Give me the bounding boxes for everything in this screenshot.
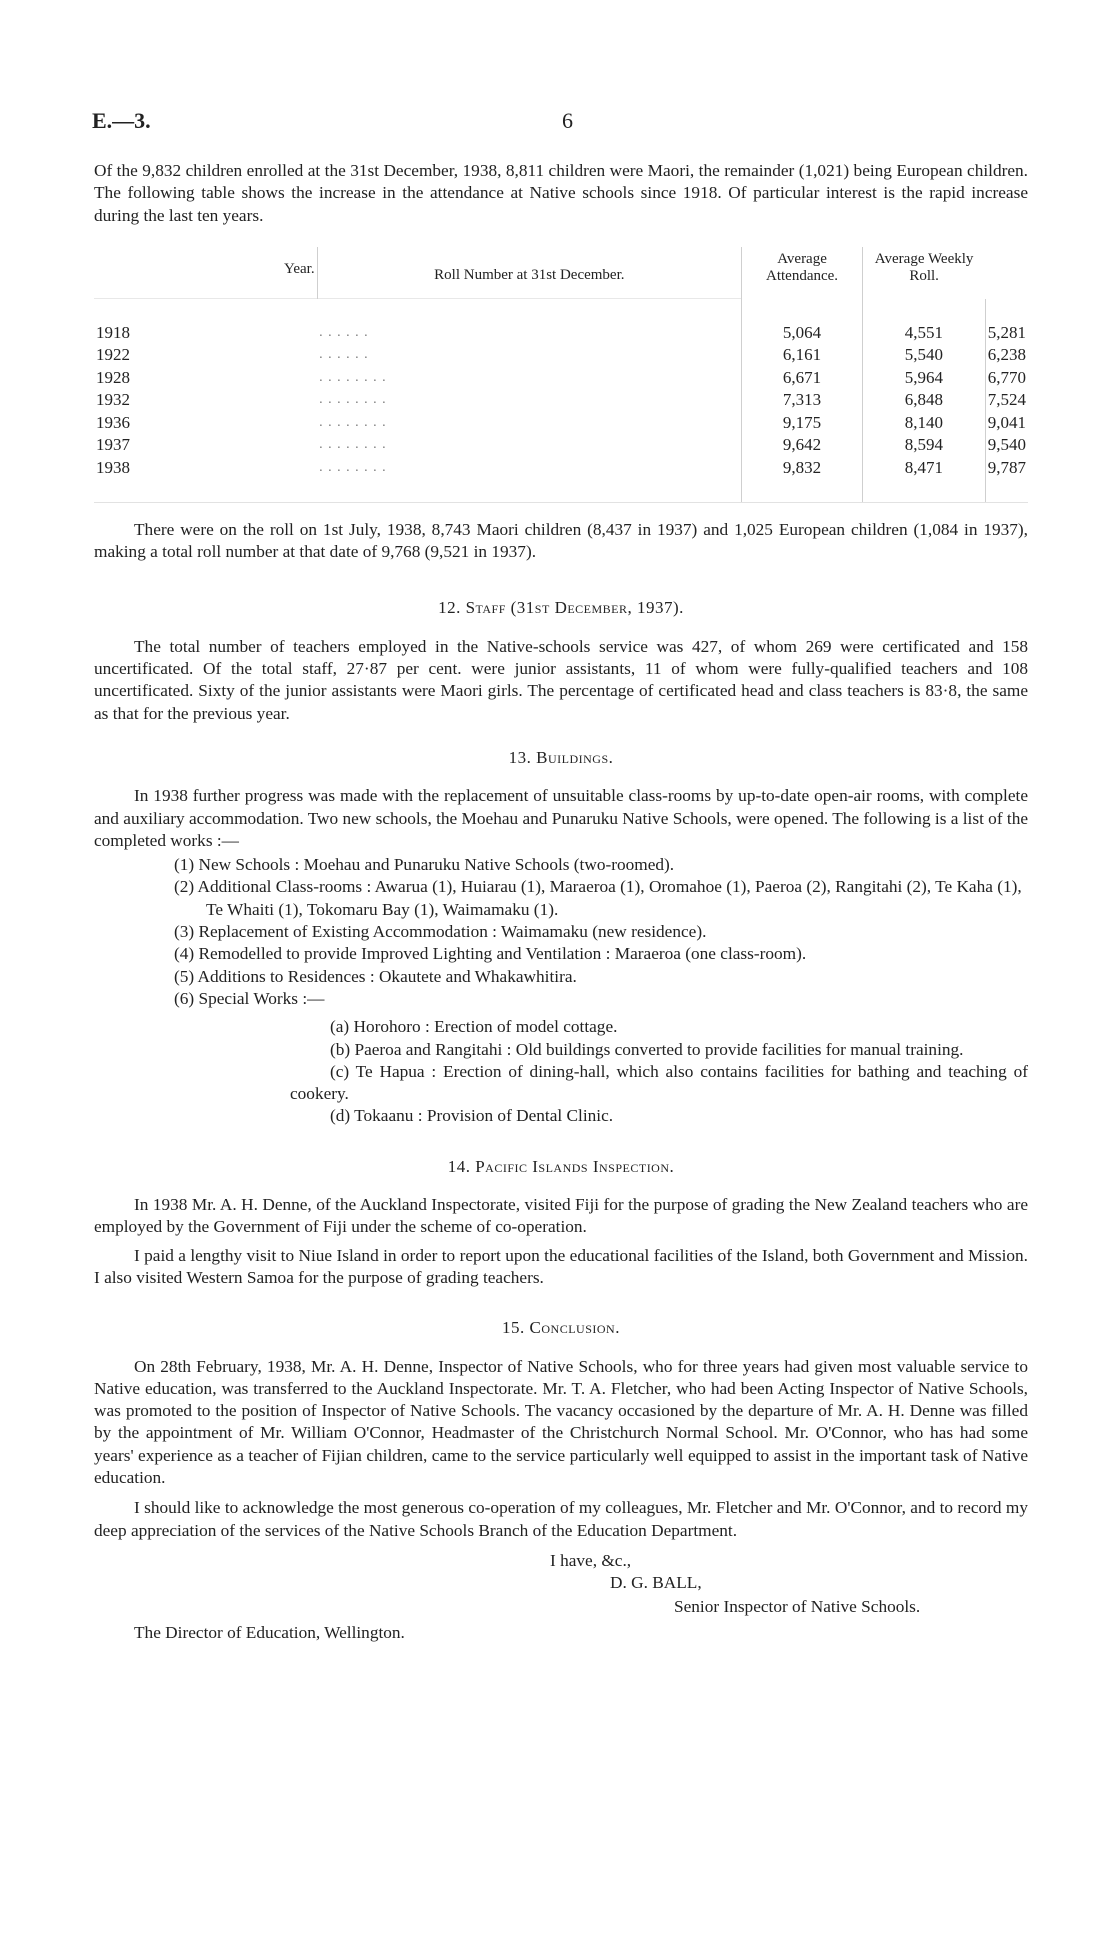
- document-code: E.—3.: [92, 108, 151, 133]
- conclusion-heading: 15. Conclusion.: [502, 1318, 620, 1338]
- special-works-list: [94, 1016, 1028, 1127]
- staff-paragraph: The total number of teachers employed in the Native-schools service was 427, of whom 269 were certificated and 158 uncertificated. Of the total staff, 27·87 per cent. were junior assistants, 11 of whom were fully-qualified teachers and 108 uncertificated. Sixty of the junior assistants were Maori girls. The percentage of certificated head and class teachers is 83·8, the same as that for the previous year.: [94, 636, 1028, 723]
- pacific-paragraph-2: I paid a lengthy visit to Niue Island in order to report upon the educational facilities of the Island, both Government and Mission. I also visited Western Samoa for the purpose of grading teachers.: [94, 1245, 1028, 1287]
- staff-heading: 12. Staff (31st December, 1937).: [438, 598, 684, 618]
- list-item: (2) Additional Class-rooms : Awarua (1), Huiarau (1), Maraeroa (1), Oromahoe (1), Paeroa (2), Rangitahi (2), Te Kaha (1), Te Whaiti (1), Tokomaru Bay (1), Waimamaku (1).: [174, 877, 1022, 919]
- signatory-name: D. G. BALL,: [610, 1572, 702, 1592]
- col-year-header: Year.: [284, 260, 315, 277]
- table-row: 1936 . . . . . . . . 9,175 8,140 9,041: [94, 412, 1028, 435]
- signature-block: [94, 1550, 1028, 1680]
- table-row: 1918 . . . . . . 5,064 4,551 5,281: [94, 322, 1028, 345]
- attendance-table: [94, 247, 1028, 503]
- table-row: 1928 . . . . . . . . 6,671 5,964 6,770: [94, 367, 1028, 390]
- table-row: 1938 . . . . . . . . 9,832 8,471 9,787: [94, 457, 1028, 480]
- list-item: (b) Paeroa and Rangitahi : Old buildings converted to provide facilities for manual training.: [330, 1039, 964, 1059]
- intro-paragraph: Of the 9,832 children enrolled at the 31st December, 1938, 8,811 children were Maori, the remainder (1,021) being European children. The following table shows the increase in the attendance at Native schools since 1918. Of particular interest is the rapid increase during the last ten years.: [94, 161, 1028, 225]
- conclusion-paragraph-1: On 28th February, 1938, Mr. A. H. Denne, Inspector of Native Schools, who for three years had given most valuable service to Native education, was transferred to the Auckland Inspectorate. Mr. T. A. Fletcher, who had been Acting Inspector of Native Schools, was promoted to the position of Inspector of Native Schools. The vacancy occasioned by the departure of Mr. A. H. Denne was filled by the appointment of Mr. William O'Connor, Headmaster of the Christchurch Normal School. Mr. O'Connor, who has had some years' experience as a teacher of Fijian children, came to the service particularly well equipped to assist in the important task of Native education.: [94, 1356, 1028, 1487]
- col-weekly-header: Average Weekly Roll.: [862, 247, 985, 299]
- list-item: (1) New Schools : Moehau and Punaruku Native Schools (two-roomed).: [174, 855, 675, 875]
- col-attendance-header: Average Attendance.: [742, 247, 863, 299]
- addressee: The Director of Education, Wellington.: [134, 1622, 405, 1642]
- roll-note-paragraph: There were on the roll on 1st July, 1938, 8,743 Maori children (8,437 in 1937) and 1,025 European children (1,084 in 1937), making a total roll number at that date of 9,768 (9,521 in 1937).: [94, 519, 1028, 562]
- page-number: 6: [562, 108, 573, 133]
- buildings-paragraph: In 1938 further progress was made with the replacement of unsuitable class-rooms by up-to-date open-air rooms, with complete and auxiliary accommodation. Two new schools, the Moehau and Punaruku Native Schools, were opened. The following is a list of the completed works :—: [94, 786, 1029, 850]
- signatory-title: Senior Inspector of Native Schools.: [674, 1596, 921, 1616]
- pacific-heading: 14. Pacific Islands Inspection.: [447, 1156, 675, 1176]
- list-item: (a) Horohoro : Erection of model cottage.: [330, 1017, 618, 1037]
- list-item: (4) Remodelled to provide Improved Lighting and Ventilation : Maraeroa (one class-room).: [174, 944, 807, 964]
- table-row: 1922 . . . . . . 6,161 5,540 6,238: [94, 344, 1028, 367]
- conclusion-paragraph-2: I should like to acknowledge the most generous co-operation of my colleagues, Mr. Fletcher and Mr. O'Connor, and to record my deep appreciation of the services of the Native Schools Branch of the Education Department.: [94, 1498, 1028, 1540]
- col-roll-header: Roll Number at 31st December.: [317, 247, 742, 299]
- table-row: 1932 . . . . . . . . 7,313 6,848 7,524: [94, 389, 1028, 412]
- list-item: (3) Replacement of Existing Accommodation : Waimamaku (new residence).: [174, 922, 707, 942]
- closing-line: I have, &c.,: [550, 1550, 632, 1570]
- list-item: (6) Special Works :—: [174, 988, 325, 1008]
- list-item: (d) Tokaanu : Provision of Dental Clinic.: [330, 1106, 614, 1126]
- list-item: (5) Additions to Residences : Okautete and Whakawhitira.: [174, 966, 577, 986]
- page-body: [94, 160, 1028, 1680]
- works-list: [94, 854, 1028, 1010]
- list-item: (c) Te Hapua : Erection of dining-hall, which also contains facilities for bathing and teaching of cookery.: [290, 1061, 1028, 1104]
- table-row: 1937 . . . . . . . . 9,642 8,594 9,540: [94, 434, 1028, 457]
- pacific-paragraph-1: In 1938 Mr. A. H. Denne, of the Auckland Inspectorate, visited Fiji for the purpose of grading the New Zealand teachers who are employed by the Government of Fiji under the scheme of co-operation.: [94, 1195, 1028, 1237]
- page-header: [92, 108, 1022, 138]
- buildings-heading: 13. Buildings.: [508, 747, 614, 767]
